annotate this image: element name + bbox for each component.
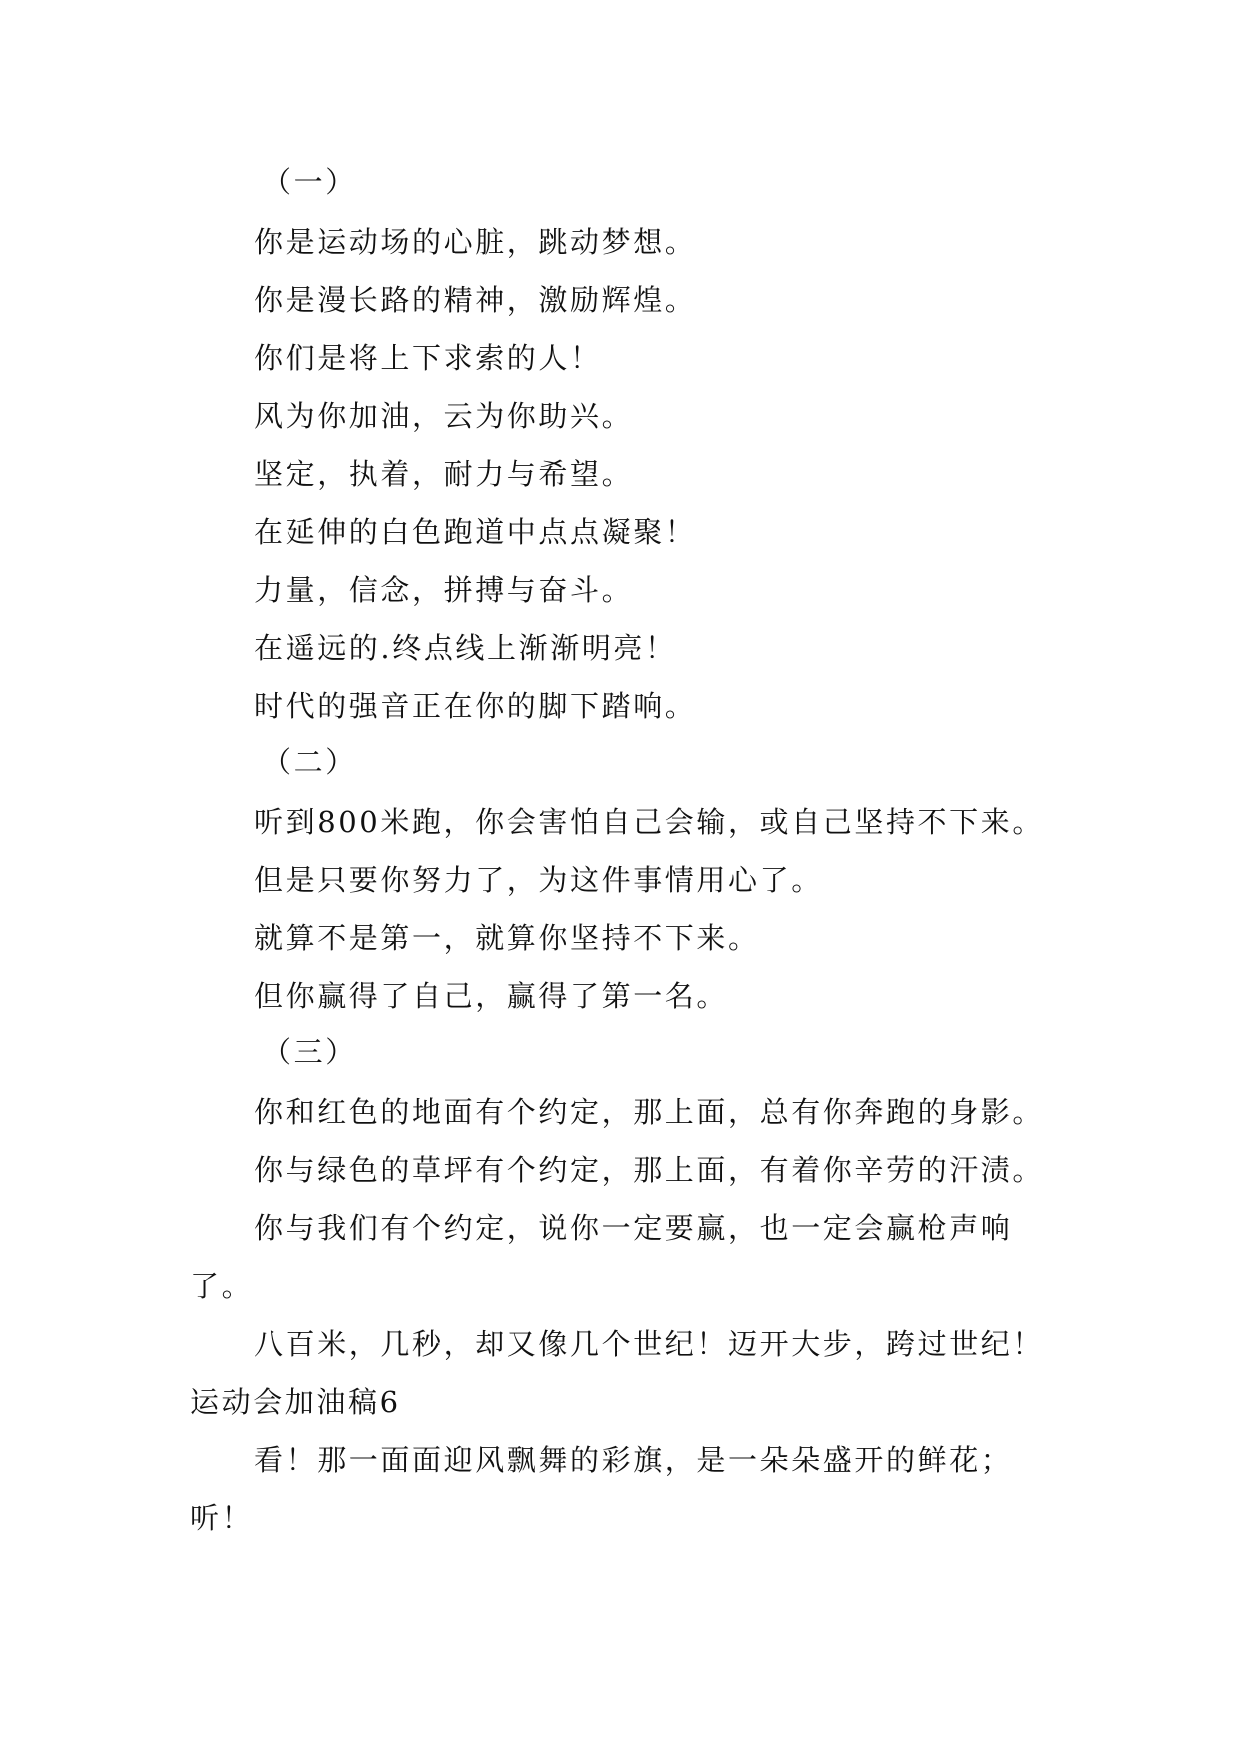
paragraph-line: 看！那一面面迎风飘舞的彩旗，是一朵朵盛开的鲜花； bbox=[254, 1443, 1013, 1477]
poem-line: 力量，信念，拼搏与奋斗。 bbox=[254, 573, 634, 607]
paragraph-line-continuation: 听！ bbox=[190, 1501, 254, 1535]
section-heading-3: （三） bbox=[262, 1035, 357, 1069]
article-title: 运动会加油稿6 bbox=[190, 1385, 401, 1419]
poem-line: 你们是将上下求索的人！ bbox=[254, 341, 602, 375]
poem-line: 你和红色的地面有个约定，那上面，总有你奔跑的身影。 bbox=[254, 1095, 1045, 1129]
section-heading-1: （一） bbox=[262, 165, 357, 199]
poem-line: 但是只要你努力了，为这件事情用心了。 bbox=[254, 863, 823, 897]
poem-line: 就算不是第一，就算你坚持不下来。 bbox=[254, 921, 760, 955]
section-heading-2: （二） bbox=[262, 745, 357, 779]
poem-line: 坚定，执着，耐力与希望。 bbox=[254, 457, 634, 491]
poem-line-continuation: 了。 bbox=[190, 1269, 254, 1303]
poem-line: 你与我们有个约定，说你一定要赢，也一定会赢枪声响 bbox=[254, 1211, 1013, 1245]
poem-line: 你与绿色的草坪有个约定，那上面，有着你辛劳的汗渍。 bbox=[254, 1153, 1045, 1187]
poem-line: 风为你加油，云为你助兴。 bbox=[254, 399, 634, 433]
poem-line: 但你赢得了自己，赢得了第一名。 bbox=[254, 979, 729, 1013]
poem-line: 你是运动场的心脏，跳动梦想。 bbox=[254, 225, 697, 259]
poem-line: 听到800米跑，你会害怕自己会输，或自己坚持不下来。 bbox=[254, 805, 1044, 839]
poem-line: 时代的强音正在你的脚下踏响。 bbox=[254, 689, 697, 723]
poem-line: 八百米，几秒，却又像几个世纪！迈开大步，跨过世纪！ bbox=[254, 1327, 1045, 1361]
poem-line: 在遥远的.终点线上渐渐明亮！ bbox=[254, 631, 677, 665]
poem-line: 在延伸的白色跑道中点点凝聚！ bbox=[254, 515, 697, 549]
poem-line: 你是漫长路的精神，激励辉煌。 bbox=[254, 283, 697, 317]
